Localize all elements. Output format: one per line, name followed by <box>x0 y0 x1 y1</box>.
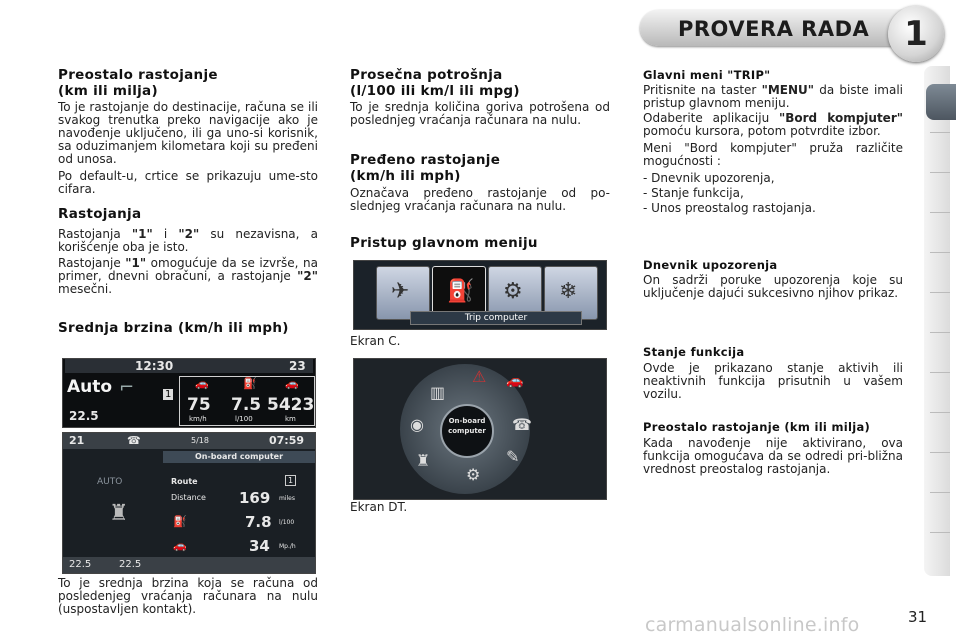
heading-function-status: Stanje funkcija <box>643 345 745 359</box>
tab-divider <box>930 412 950 413</box>
heading-average-consumption: Prosečna potrošnja (l/100 ili km/l ili mpg) <box>350 67 520 99</box>
dt-center-label-1: On-board <box>448 417 486 425</box>
caption-screen-dt: Ekran DT. <box>350 500 408 514</box>
row-label: Distance <box>171 493 206 502</box>
fuel-icon: ⛽ <box>173 515 187 528</box>
screen-title: On-board computer <box>163 451 315 463</box>
climate-mode: Auto <box>67 377 113 397</box>
heading-trip-main-menu: Glavni meni "TRIP" <box>643 68 771 82</box>
list-item: - Dnevnik upozorenja, <box>643 171 775 185</box>
speed-unit: Mp./h <box>279 543 296 550</box>
page-title: PROVERA RADA <box>678 17 870 41</box>
paragraph: Pritisnite na taster "MENU" da biste imali pristup glavnom meniju. <box>643 83 903 110</box>
distance-unit: km <box>285 415 296 423</box>
phone-icon[interactable]: ☎ <box>512 415 532 434</box>
warning-icon[interactable]: ⚠ <box>472 367 487 386</box>
screen-c <box>353 260 607 330</box>
distance-value: 169 <box>239 489 271 507</box>
car-icon: 🚗 <box>195 377 209 390</box>
trip-computer-label: Trip computer <box>410 311 582 325</box>
caption-screen-c: Ekran C. <box>350 334 401 348</box>
seat-icon: ⌐ <box>119 377 135 398</box>
heading-warning-log: Dnevnik upozorenja <box>643 258 778 272</box>
fuel-icon: ⛽ <box>243 377 257 390</box>
climate-temp-right: 22.5 <box>119 559 142 570</box>
paragraph: Ovde je prikazano stanje aktivih ili neaktivnih funkcija prisutnih u vašem vozilu. <box>643 361 903 401</box>
tab-divider <box>930 372 950 373</box>
paragraph: Meni "Bord kompjuter" pruža različite mogućnosti : <box>643 141 903 168</box>
heading-remaining-distance-entry: Preostalo rastojanje (km ili milja) <box>643 420 871 434</box>
chapter-tab-active[interactable] <box>926 84 956 120</box>
chapter-badge: 1 <box>888 6 944 62</box>
distance-unit: miles <box>279 495 295 502</box>
screen-temperature: 23 <box>289 359 306 373</box>
paragraph: Po default-u, crtice se prikazuju ume-sto cifara. <box>58 169 318 196</box>
gear-icon[interactable]: ⚙ <box>466 465 481 484</box>
watermark: carmanualsonline.info <box>645 614 860 636</box>
heading-distances: Rastojanja <box>58 206 142 222</box>
climate-icon[interactable]: ❄ <box>544 266 598 320</box>
paragraph: Označava pređeno rastojanje od po-slednjeg vraćanja računara na nulu. <box>350 186 610 213</box>
paragraph: Odaberite aplikaciju "Bord kompjuter" pomoću kursora, potom potvrdite izbor. <box>643 111 903 138</box>
car-icon[interactable]: 🚗 <box>506 373 524 389</box>
chapter-tabs <box>924 66 950 576</box>
route-index: 1 <box>285 475 296 486</box>
screen-dt <box>353 358 607 500</box>
tab-divider <box>930 212 950 213</box>
tab-divider <box>930 172 950 173</box>
tab-divider <box>930 292 950 293</box>
trip-index: 1 <box>165 389 172 400</box>
heading-average-speed: Srednja brzina (km/h ili mph) <box>58 320 289 336</box>
car-icon: 🚗 <box>285 377 299 390</box>
avg-consumption-unit: l/100 <box>235 415 253 423</box>
navigation-icon[interactable]: ✈ <box>376 266 430 320</box>
climate-temp-left: 22.5 <box>69 559 92 570</box>
avg-consumption-value: 7.5 <box>231 395 262 415</box>
avg-speed-value: 75 <box>187 395 211 415</box>
seat-icon: ♜ <box>109 501 129 526</box>
screen-time: 12:30 <box>135 359 174 373</box>
paragraph: To je srednja količina goriva potrošena od poslednjeg vraćanja računara na nulu. <box>350 100 610 127</box>
book-icon[interactable]: ▥ <box>430 383 446 402</box>
page-number: 31 <box>908 608 928 626</box>
tab-divider <box>930 132 950 133</box>
phone-icon: ☎ <box>127 434 141 447</box>
row-label: Route <box>171 477 198 486</box>
seat-icon[interactable]: ♜ <box>416 451 431 470</box>
list-item: - Stanje funkcija, <box>643 186 744 200</box>
speed-value: 34 <box>249 537 270 555</box>
heading-remaining-distance: Preostalo rastojanje (km ili milja) <box>58 67 218 99</box>
screen-time: 07:59 <box>269 434 305 447</box>
onboard-computer-screen <box>62 432 316 574</box>
distance-value: 5423 <box>267 395 315 415</box>
multifunction-screen-small <box>62 358 316 428</box>
tab-divider <box>930 252 950 253</box>
screen-date: 5/18 <box>191 436 209 445</box>
consumption-unit: l/100 <box>279 519 295 526</box>
climate-mode: AUTO <box>97 477 123 487</box>
radio-icon[interactable]: ◉ <box>410 415 424 434</box>
climate-temp: 22.5 <box>69 409 99 423</box>
paragraph: On sadrži poruke upozorenja koje su uključenje dajući sukcesivno njihov prikaz. <box>643 273 903 300</box>
paragraph: To je rastojanje do destinacije, računa se ili svakog trenutka preko navigacije ako je navođenje uključeno, ili ga uno-si korisnik, sa oduzimanjem kilometara koji su pređeni od unosa. <box>58 100 318 166</box>
heading-distance-travelled: Pređeno rastojanje (km/h ili mph) <box>350 152 501 184</box>
screen-temperature: 21 <box>69 434 85 447</box>
tools-icon[interactable]: ✎ <box>506 447 520 466</box>
paragraph: Rastojanja "1" i "2" su nezavisna, a korišćenje oba je isto. <box>58 227 318 254</box>
settings-icon[interactable]: ⚙ <box>488 266 542 320</box>
tab-divider <box>930 332 950 333</box>
tab-divider <box>930 532 950 533</box>
dt-center-label-2: computer <box>448 427 486 435</box>
paragraph: To je srednja brzina koja se računa od posledenjeg vraćanja računara na nulu (uspostavljen kontakt). <box>58 576 318 616</box>
tab-divider <box>930 492 950 493</box>
menu-options-list <box>643 172 903 215</box>
paragraph: Rastojanje "1" omogućuje da se izvrše, na primer, dnevni obračuni, a rastojanje "2" mesečni. <box>58 256 318 296</box>
trip-computer-icon[interactable]: ⛽ <box>432 266 486 320</box>
paragraph: Kada navođenje nije aktivirano, ova funkcija omogućava da se odredi pri-bližna vrednost preostalog rastojanja. <box>643 436 903 476</box>
avg-speed-unit: km/h <box>189 415 207 423</box>
heading-main-menu-access: Pristup glavnom meniju <box>350 235 538 251</box>
tab-divider <box>930 452 950 453</box>
car-icon: 🚗 <box>173 539 187 552</box>
consumption-value: 7.8 <box>245 513 272 531</box>
list-item: - Unos preostalog rastojanja. <box>643 201 816 215</box>
